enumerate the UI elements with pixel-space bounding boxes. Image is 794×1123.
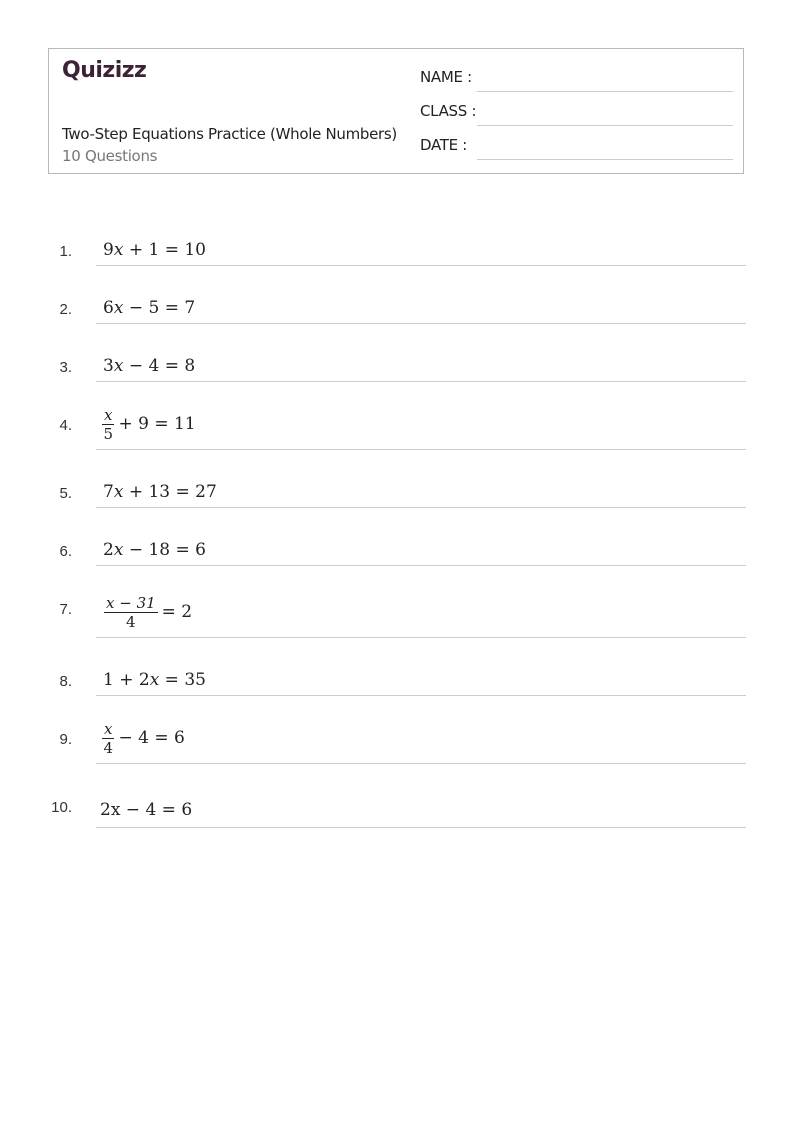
question-number: 2. [59, 301, 72, 318]
worksheet-title: Two-Step Equations Practice (Whole Numbers) [62, 125, 397, 143]
answer-line[interactable] [96, 381, 746, 382]
answer-line[interactable] [96, 507, 746, 508]
date-label: DATE : [420, 136, 468, 154]
worksheet-header [48, 48, 744, 174]
fraction: $\frac{x}{5}$ [103, 406, 113, 443]
equation: 7x + 13 = 27 [103, 482, 217, 502]
equation: 2x − 4 = 6 [100, 800, 193, 820]
equation: 2x − 18 = 6 [103, 540, 206, 560]
answer-line[interactable] [96, 637, 746, 638]
equation: 9x + 1 = 10 [103, 240, 206, 260]
name-field[interactable] [420, 68, 733, 92]
class-label: CLASS : [420, 102, 477, 120]
question-item [40, 298, 746, 324]
equation: 3x − 4 = 8 [103, 356, 196, 376]
equation: $\frac{x - 31}{4}$ = 2 [106, 594, 193, 631]
name-label: NAME : [420, 68, 472, 86]
quizizz-logo: Quizizz [62, 58, 147, 83]
fraction: $\frac{x - 31}{4}$ [106, 594, 156, 631]
date-line[interactable] [477, 159, 733, 160]
question-number: 6. [59, 543, 72, 560]
question-number: 10. [51, 799, 72, 816]
question-item [40, 356, 746, 382]
answer-line[interactable] [96, 323, 746, 324]
question-number: 8. [59, 673, 72, 690]
question-count: 10 Questions [62, 147, 158, 165]
question-item [40, 670, 746, 696]
name-line[interactable] [477, 91, 733, 92]
equation: $\frac{x}{5}$ + 9 = 11 [103, 406, 196, 443]
question-number: 9. [59, 731, 72, 748]
answer-line[interactable] [96, 265, 746, 266]
answer-line[interactable] [96, 449, 746, 450]
question-number: 1. [59, 243, 72, 260]
question-item [40, 720, 746, 764]
question-item [40, 240, 746, 266]
question-item [40, 482, 746, 508]
question-number: 4. [59, 417, 72, 434]
answer-line[interactable] [96, 763, 746, 764]
equation: $\frac{x}{4}$ − 4 = 6 [103, 720, 185, 757]
class-line[interactable] [477, 125, 733, 126]
answer-line[interactable] [96, 695, 746, 696]
question-number: 5. [59, 485, 72, 502]
question-number: 3. [59, 359, 72, 376]
answer-line[interactable] [96, 827, 746, 828]
equation: 1 + 2x = 35 [103, 670, 206, 690]
question-item [40, 540, 746, 566]
answer-line[interactable] [96, 565, 746, 566]
question-item [40, 406, 746, 450]
question-item [40, 798, 746, 828]
equation: 6x − 5 = 7 [103, 298, 196, 318]
question-item [40, 594, 746, 638]
question-number: 7. [59, 601, 72, 618]
class-field[interactable] [420, 102, 733, 126]
fraction: $\frac{x}{4}$ [103, 720, 113, 757]
date-field[interactable] [420, 136, 733, 160]
